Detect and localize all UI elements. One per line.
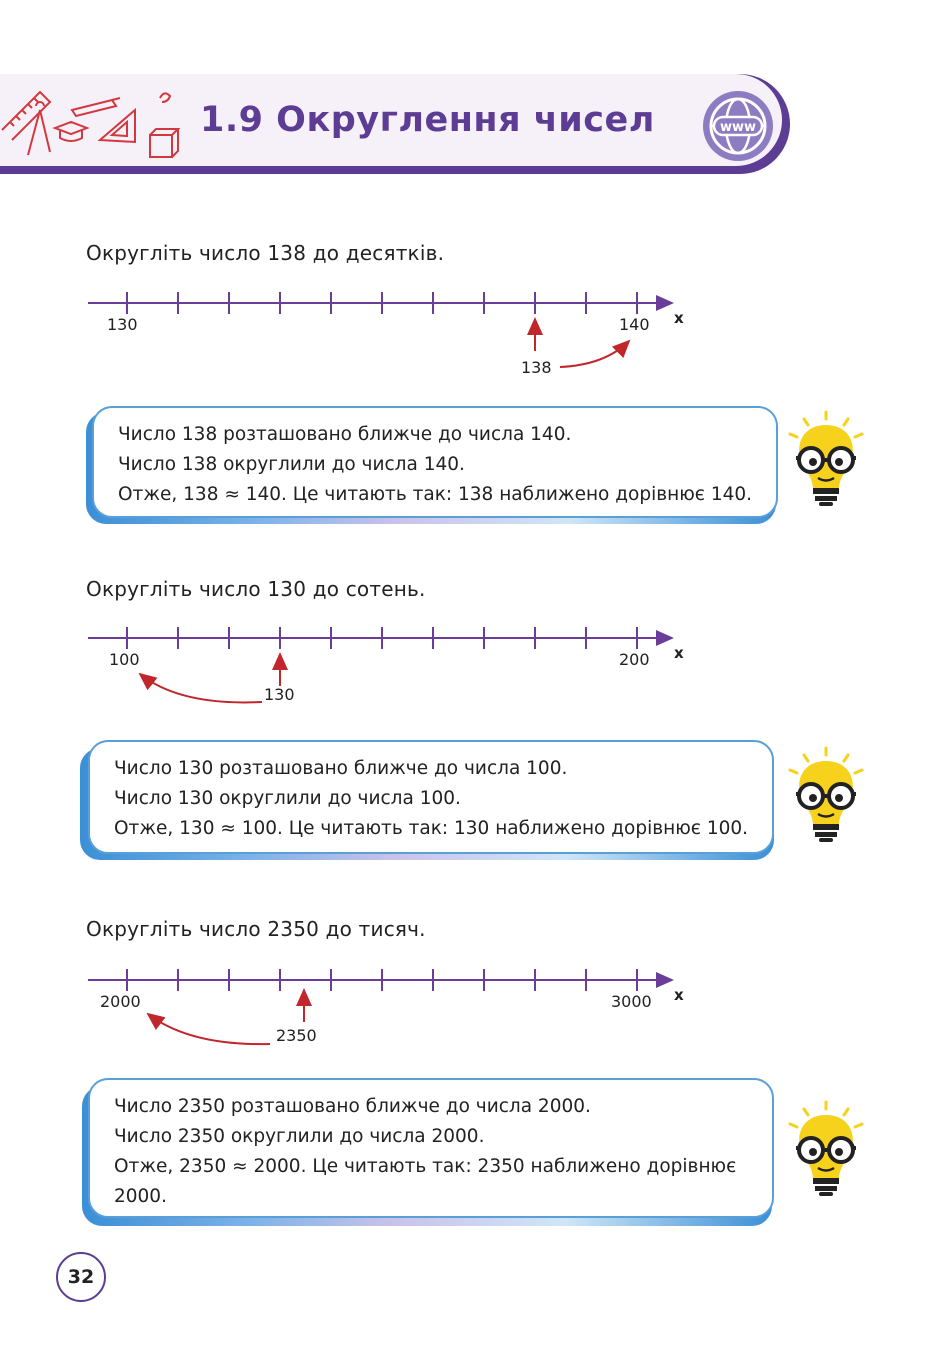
page-number: 32 (56, 1252, 106, 1302)
www-globe-icon[interactable] (700, 88, 776, 164)
info-line: Отже, 130 ≈ 100. Це читають так: 130 наближено дорівнює 100. (114, 818, 749, 839)
marked-label: 130 (264, 685, 295, 704)
rounding-arrow (148, 1014, 270, 1044)
number-line-3 (80, 962, 700, 1082)
axis-label: x (674, 644, 684, 662)
number-line-2 (80, 620, 700, 740)
marked-label: 138 (521, 358, 552, 377)
info-line: Число 138 округлили до числа 140. (118, 454, 465, 475)
info-line: Число 138 розташовано ближче до числа 140. (118, 424, 572, 445)
axis-label: x (674, 986, 684, 1004)
info-line: Отже, 138 ≈ 140. Це читають так: 138 наближено дорівнює 140. (118, 484, 753, 505)
info-line: 2000. (114, 1186, 167, 1207)
page-title: 1.9 Округлення чисел (200, 100, 655, 140)
www-label: www (719, 120, 757, 135)
info-line: Число 2350 розташовано ближче до числа 2000. (114, 1096, 591, 1117)
start-label: 130 (107, 315, 138, 334)
info-line: Число 130 розташовано ближче до числа 100. (114, 758, 568, 779)
start-label: 2000 (100, 992, 141, 1011)
task-heading-1: Округліть число 138 до десятків. (86, 241, 445, 265)
lightbulb-glasses-icon (786, 746, 866, 846)
marked-label: 2350 (276, 1026, 317, 1045)
axis-label: x (674, 309, 684, 327)
info-line: Число 2350 округлили до числа 2000. (114, 1126, 485, 1147)
lightbulb-glasses-icon (786, 1100, 866, 1200)
end-label: 3000 (611, 992, 652, 1011)
info-line: Отже, 2350 ≈ 2000. Це читають так: 2350 наближено дорівнює (114, 1156, 737, 1177)
number-line-1 (80, 285, 700, 405)
rounding-arrow (560, 341, 629, 367)
school-tools-decoration (0, 80, 195, 170)
task-heading-3: Округліть число 2350 до тисяч. (86, 917, 426, 941)
info-line: Число 130 округлили до числа 100. (114, 788, 461, 809)
end-label: 140 (619, 315, 650, 334)
start-label: 100 (109, 650, 140, 669)
end-label: 200 (619, 650, 650, 669)
task-heading-2: Округліть число 130 до сотень. (86, 577, 426, 601)
rounding-arrow (140, 674, 262, 702)
lightbulb-glasses-icon (786, 410, 866, 510)
